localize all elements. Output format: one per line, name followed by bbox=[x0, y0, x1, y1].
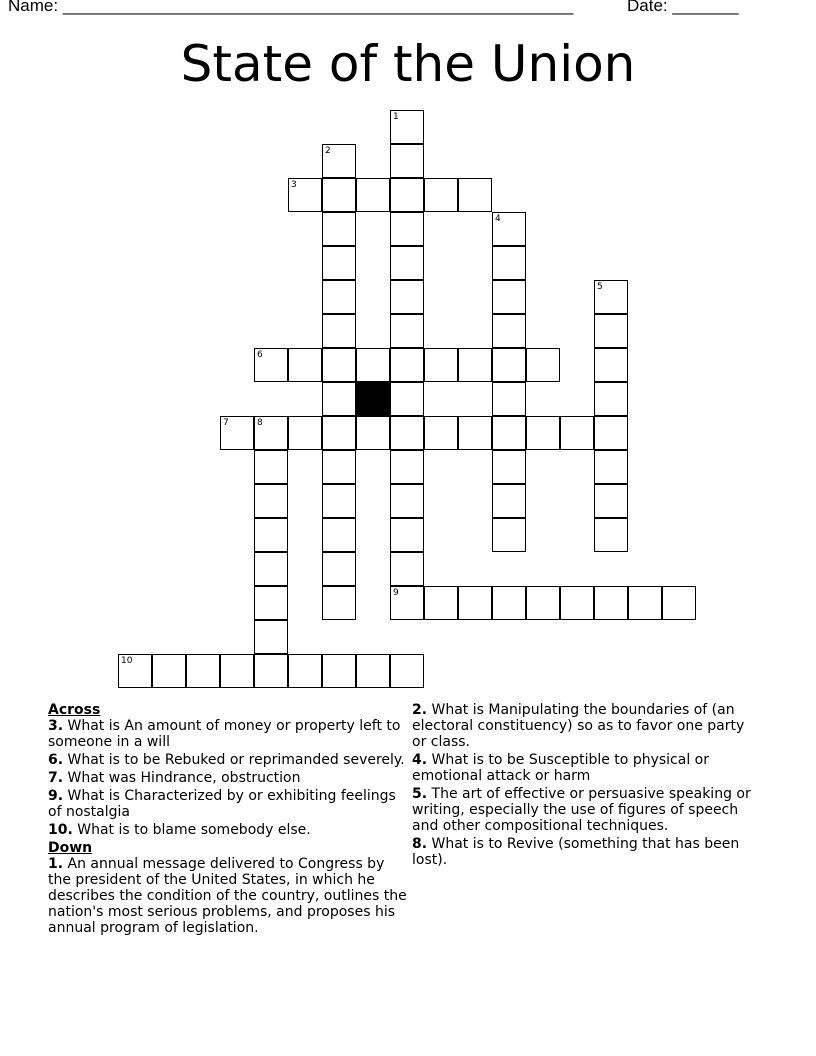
clue-number: 2 bbox=[325, 146, 331, 156]
grid-cell[interactable] bbox=[492, 246, 526, 280]
grid-cell[interactable] bbox=[322, 178, 356, 212]
grid-cell[interactable] bbox=[526, 348, 560, 382]
grid-cell[interactable] bbox=[390, 110, 424, 144]
grid-cell[interactable] bbox=[424, 586, 458, 620]
grid-cell[interactable] bbox=[458, 178, 492, 212]
grid-cell[interactable] bbox=[322, 484, 356, 518]
grid-cell[interactable] bbox=[152, 654, 186, 688]
date-field[interactable]: Date: _______ bbox=[627, 0, 739, 15]
grid-cell[interactable] bbox=[356, 416, 390, 450]
grid-cell[interactable] bbox=[492, 348, 526, 382]
grid-cell[interactable] bbox=[390, 450, 424, 484]
clue-number: 6 bbox=[257, 350, 263, 360]
down-heading: Down bbox=[48, 840, 93, 856]
grid-cell[interactable] bbox=[390, 246, 424, 280]
grid-cell[interactable] bbox=[254, 416, 288, 450]
grid-cell[interactable] bbox=[594, 382, 628, 416]
grid-cell[interactable] bbox=[526, 586, 560, 620]
grid-cell[interactable] bbox=[390, 518, 424, 552]
grid-cell[interactable] bbox=[322, 552, 356, 586]
clues-left-column bbox=[48, 702, 408, 938]
clue-down-4: 4. What is to be Susceptible to physical or emotional attack or harm bbox=[412, 752, 709, 784]
across-heading: Across bbox=[48, 702, 101, 718]
grid-cell[interactable] bbox=[594, 314, 628, 348]
grid-cell[interactable] bbox=[594, 450, 628, 484]
grid-cell[interactable] bbox=[662, 586, 696, 620]
grid-cell[interactable] bbox=[254, 348, 288, 382]
clue-down-1: 1. An annual message delivered to Congress by the president of the United States, in which he describes the condition of the country, outlines the nation's most serious problems, and proposes his annual program of legislation. bbox=[48, 856, 407, 936]
grid-cell[interactable] bbox=[492, 518, 526, 552]
grid-cell[interactable] bbox=[492, 280, 526, 314]
grid-cell[interactable] bbox=[186, 654, 220, 688]
grid-cell[interactable] bbox=[492, 450, 526, 484]
grid-cell[interactable] bbox=[288, 348, 322, 382]
grid-cell[interactable] bbox=[322, 348, 356, 382]
grid-cell[interactable] bbox=[390, 348, 424, 382]
grid-cell[interactable] bbox=[492, 382, 526, 416]
grid-block bbox=[356, 382, 390, 416]
grid-cell[interactable] bbox=[390, 552, 424, 586]
grid-cell[interactable] bbox=[322, 586, 356, 620]
grid-cell[interactable] bbox=[594, 348, 628, 382]
grid-cell[interactable] bbox=[594, 518, 628, 552]
grid-cell[interactable] bbox=[118, 654, 152, 688]
grid-cell[interactable] bbox=[492, 212, 526, 246]
grid-cell[interactable] bbox=[492, 416, 526, 450]
grid-cell[interactable] bbox=[254, 450, 288, 484]
grid-cell[interactable] bbox=[594, 280, 628, 314]
grid-cell[interactable] bbox=[322, 314, 356, 348]
clue-number: 1 bbox=[393, 112, 399, 122]
clue-down-8: 8. What is to Revive (something that has been lost). bbox=[412, 836, 740, 868]
clue-across-7: 7. What was Hindrance, obstruction bbox=[48, 770, 301, 786]
grid-cell[interactable] bbox=[322, 382, 356, 416]
grid-cell[interactable] bbox=[424, 348, 458, 382]
grid-cell[interactable] bbox=[424, 178, 458, 212]
clues-right-column bbox=[412, 702, 762, 870]
grid-cell[interactable] bbox=[322, 518, 356, 552]
grid-cell[interactable] bbox=[220, 654, 254, 688]
grid-cell[interactable] bbox=[492, 586, 526, 620]
grid-cell[interactable] bbox=[322, 280, 356, 314]
grid-cell[interactable] bbox=[594, 416, 628, 450]
grid-cell[interactable] bbox=[390, 314, 424, 348]
clue-across-3: 3. What is An amount of money or property left to someone in a will bbox=[48, 718, 401, 750]
grid-cell[interactable] bbox=[492, 314, 526, 348]
clue-number: 7 bbox=[223, 418, 229, 428]
grid-cell[interactable] bbox=[458, 348, 492, 382]
grid-cell[interactable] bbox=[288, 416, 322, 450]
grid-cell[interactable] bbox=[492, 484, 526, 518]
grid-cell[interactable] bbox=[322, 416, 356, 450]
grid-cell[interactable] bbox=[356, 654, 390, 688]
page-title: State of the Union bbox=[180, 35, 636, 93]
grid-cell[interactable] bbox=[526, 416, 560, 450]
grid-cell[interactable] bbox=[254, 552, 288, 586]
grid-cell[interactable] bbox=[424, 416, 458, 450]
grid-cell[interactable] bbox=[390, 654, 424, 688]
name-field[interactable]: Name: ______________________________________________________ bbox=[8, 0, 574, 15]
grid-cell[interactable] bbox=[322, 654, 356, 688]
clue-down-2: 2. What is Manipulating the boundaries of (an electoral constituency) so as to favor one party or class. bbox=[412, 702, 745, 750]
grid-cell[interactable] bbox=[390, 212, 424, 246]
grid-cell[interactable] bbox=[390, 144, 424, 178]
grid-cell[interactable] bbox=[390, 416, 424, 450]
grid-cell[interactable] bbox=[254, 620, 288, 654]
grid-cell[interactable] bbox=[322, 144, 356, 178]
grid-cell[interactable] bbox=[390, 280, 424, 314]
grid-cell[interactable] bbox=[458, 416, 492, 450]
grid-cell[interactable] bbox=[628, 586, 662, 620]
grid-cell[interactable] bbox=[322, 246, 356, 280]
grid-cell[interactable] bbox=[254, 518, 288, 552]
clue-number: 10 bbox=[121, 656, 133, 666]
grid-cell[interactable] bbox=[390, 178, 424, 212]
grid-cell[interactable] bbox=[254, 484, 288, 518]
grid-cell[interactable] bbox=[390, 382, 424, 416]
grid-cell[interactable] bbox=[322, 450, 356, 484]
grid-cell[interactable] bbox=[356, 178, 390, 212]
clue-number: 5 bbox=[597, 282, 603, 292]
grid-cell[interactable] bbox=[322, 212, 356, 246]
clue-across-6: 6. What is to be Rebuked or reprimanded severely. bbox=[48, 752, 405, 768]
grid-cell[interactable] bbox=[390, 484, 424, 518]
clue-down-5: 5. The art of effective or persuasive speaking or writing, especially the use of figures of speech and other compositional techniques. bbox=[412, 786, 751, 834]
grid-cell[interactable] bbox=[594, 586, 628, 620]
clue-number: 3 bbox=[291, 180, 297, 190]
grid-cell[interactable] bbox=[560, 586, 594, 620]
grid-cell[interactable] bbox=[288, 654, 322, 688]
clue-number: 4 bbox=[495, 214, 501, 224]
clue-number: 8 bbox=[257, 418, 263, 428]
clue-across-9: 9. What is Characterized by or exhibiting feelings of nostalgia bbox=[48, 788, 396, 820]
grid-cell[interactable] bbox=[288, 178, 322, 212]
grid-cell[interactable] bbox=[254, 586, 288, 620]
clue-number: 9 bbox=[393, 588, 399, 598]
clue-across-10: 10. What is to blame somebody else. bbox=[48, 822, 311, 838]
grid-cell[interactable] bbox=[594, 484, 628, 518]
grid-cell[interactable] bbox=[560, 416, 594, 450]
grid-cell[interactable] bbox=[458, 586, 492, 620]
grid-cell[interactable] bbox=[220, 416, 254, 450]
grid-cell[interactable] bbox=[356, 348, 390, 382]
grid-cell[interactable] bbox=[390, 586, 424, 620]
grid-cell[interactable] bbox=[254, 654, 288, 688]
